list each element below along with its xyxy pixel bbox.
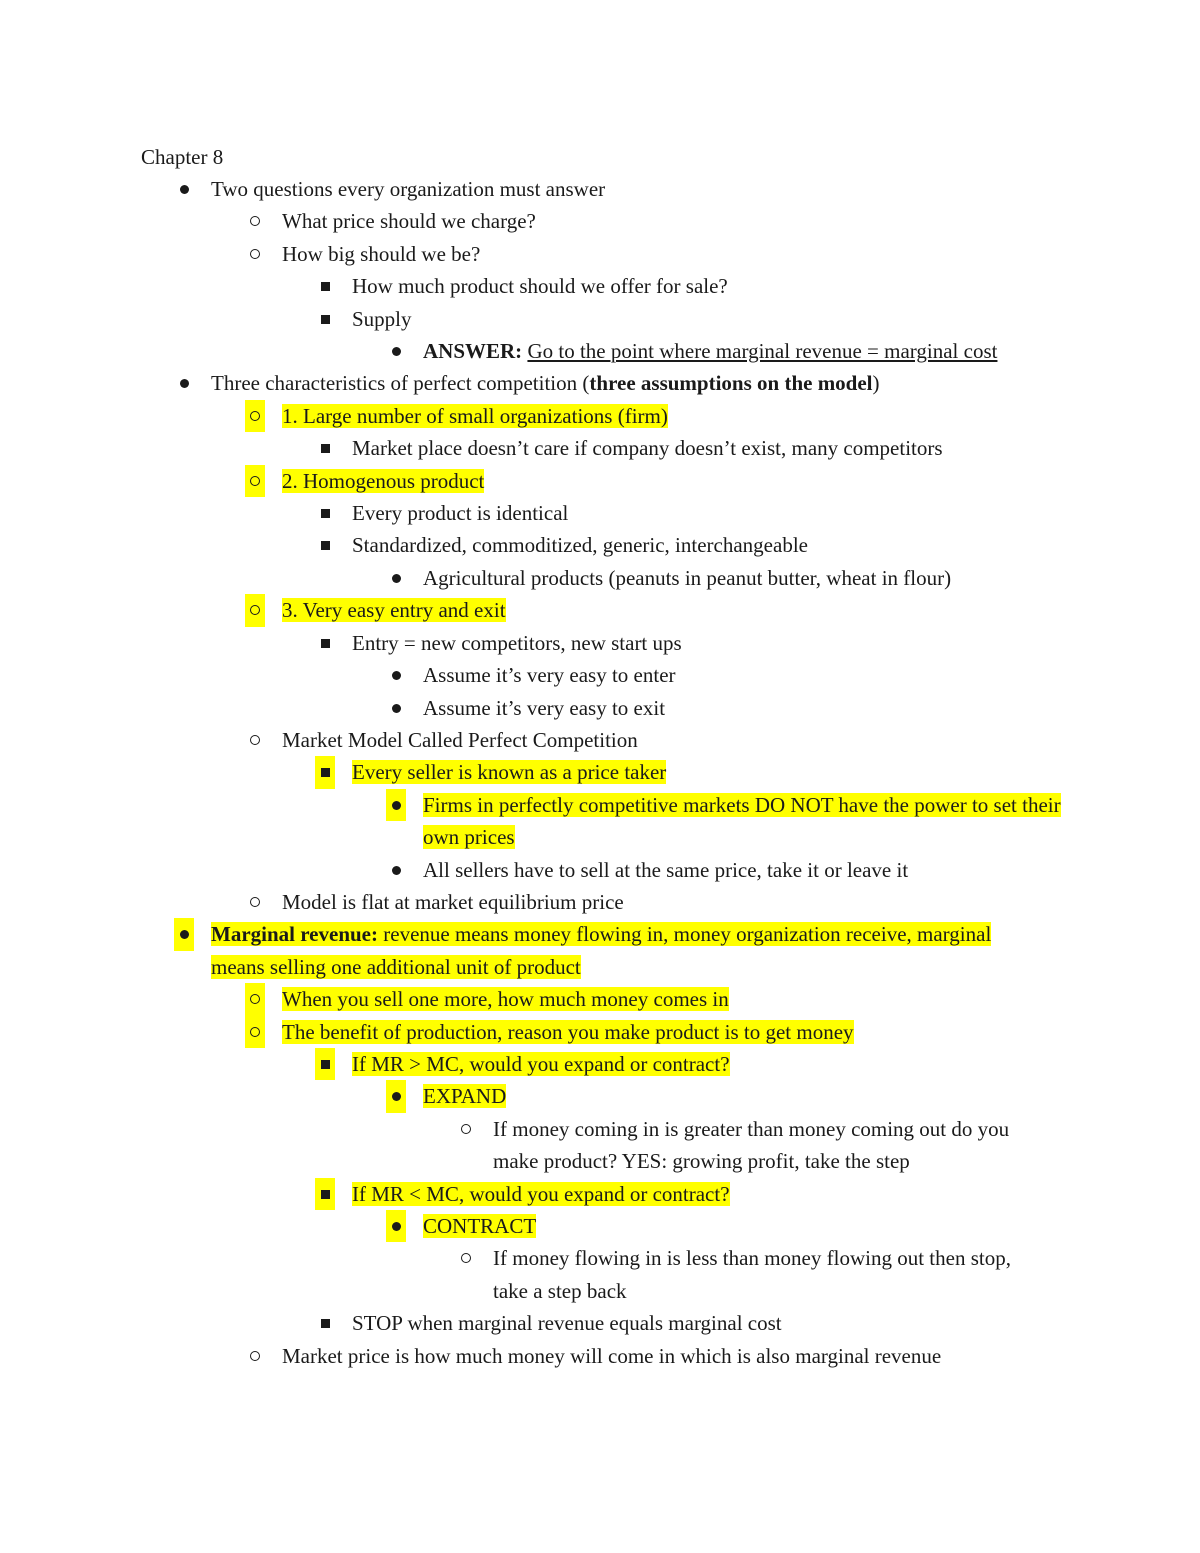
list-item-text — [282, 886, 1062, 918]
list-item — [0, 335, 1200, 367]
text-segment: Three characteristics of perfect competition ( — [211, 371, 590, 396]
text-segment: Two questions every organization must answer — [211, 177, 606, 201]
text-segment: Standardized, commoditized, generic, interchangeable — [352, 533, 808, 558]
text-segment: What price should we charge? — [282, 209, 536, 234]
circle-bullet-icon — [245, 205, 265, 237]
square-bullet-icon — [315, 756, 335, 788]
list-item-text — [352, 303, 1052, 335]
square-bullet-icon — [315, 627, 335, 659]
list-item-text — [282, 1340, 1062, 1372]
list-item-text — [282, 205, 1062, 237]
square-bullet-icon — [315, 529, 335, 561]
list-item-text — [211, 367, 1011, 399]
list-item — [0, 1178, 1200, 1210]
text-segment: CONTRACT — [423, 1214, 537, 1238]
disc-bullet-icon — [386, 335, 406, 367]
square-bullet-icon — [315, 1048, 335, 1080]
list-item — [0, 789, 1200, 854]
list-item-text — [282, 983, 1062, 1015]
list-item — [0, 594, 1200, 626]
text-segment: Assume it’s very easy to exit — [423, 695, 666, 720]
disc-bullet-icon — [386, 789, 406, 821]
text-segment: Firms in perfectly competitive markets DO NOT have the power to set their own prices — [423, 792, 1061, 850]
list-item-text — [211, 918, 1011, 983]
text-segment: The benefit of production, reason you make product is to get money — [282, 1019, 854, 1044]
circle-bullet-icon — [456, 1242, 476, 1274]
list-item — [0, 562, 1200, 594]
list-item-text — [352, 756, 1052, 788]
circle-bullet-icon — [245, 238, 265, 270]
text-segment: STOP when marginal revenue equals marginal cost — [352, 1311, 782, 1336]
text-segment: Agricultural products (peanuts in peanut butter, wheat in flour) — [423, 565, 952, 590]
disc-bullet-icon — [386, 692, 406, 724]
square-bullet-icon — [315, 270, 335, 302]
list-item — [0, 1210, 1200, 1242]
list-item-text — [282, 1016, 1062, 1048]
circle-bullet-icon — [245, 724, 265, 756]
disc-bullet-icon — [174, 173, 194, 205]
text-segment: Market place doesn’t care if company doesn’t exist, many competitors — [352, 436, 943, 461]
list-item — [0, 238, 1200, 270]
square-bullet-icon — [315, 1178, 335, 1210]
list-item — [0, 1016, 1200, 1048]
disc-bullet-icon — [386, 1080, 406, 1112]
text-segment: EXPAND — [423, 1084, 507, 1109]
list-item — [0, 1048, 1200, 1080]
list-item — [0, 918, 1200, 983]
circle-bullet-icon — [456, 1113, 476, 1145]
list-item-text — [423, 562, 1063, 594]
list-item — [0, 1340, 1200, 1372]
list-item — [0, 497, 1200, 529]
list-item — [0, 724, 1200, 756]
disc-bullet-icon — [386, 854, 406, 886]
list-item — [0, 627, 1200, 659]
text-segment: Market price is how much money will come in which is also marginal revenue — [282, 1343, 942, 1368]
circle-bullet-icon — [245, 465, 265, 497]
list-item-text — [423, 789, 1063, 854]
list-item-text — [423, 659, 1063, 691]
list-item — [0, 692, 1200, 724]
text-segment: When you sell one more, how much money comes in — [282, 987, 729, 1012]
list-item-text — [282, 400, 1062, 432]
list-item — [0, 465, 1200, 497]
list-item — [0, 659, 1200, 691]
list-item-text — [352, 270, 1052, 302]
text-segment: Assume it’s very easy to enter — [423, 663, 676, 688]
list-item-text — [423, 335, 1063, 367]
text-segment: If MR > MC, would you expand or contract? — [352, 1051, 730, 1076]
list-item — [0, 756, 1200, 788]
list-item — [0, 367, 1200, 399]
list-item — [0, 303, 1200, 335]
list-item — [0, 529, 1200, 561]
text-segment: Supply — [352, 306, 412, 331]
text-segment: 2. Homogenous product — [282, 468, 485, 493]
list-item-text — [211, 173, 1011, 205]
list-item — [0, 983, 1200, 1015]
text-segment: How much product should we offer for sale? — [352, 274, 728, 299]
list-item — [0, 1242, 1200, 1307]
list-item-text — [493, 1113, 1038, 1178]
text-segment: All sellers have to sell at the same price, take it or leave it — [423, 857, 909, 882]
square-bullet-icon — [315, 1307, 335, 1339]
circle-bullet-icon — [245, 594, 265, 626]
list-item — [0, 400, 1200, 432]
list-item-text — [423, 1210, 1063, 1242]
text-segment: 3. Very easy entry and exit — [282, 598, 506, 623]
text-segment: ANSWER: — [423, 339, 523, 364]
list-item-text — [423, 854, 1063, 886]
text-segment: Every product is identical — [352, 501, 569, 526]
text-segment: Marginal revenue: — [211, 922, 378, 947]
list-item-text — [282, 724, 1062, 756]
text-segment: three assumptions on the model — [589, 371, 873, 396]
list-item-text — [352, 1307, 1052, 1339]
text-segment: Go to the point where marginal revenue = marginal cost — [527, 339, 998, 364]
bullet-outline — [0, 173, 1200, 1372]
document-title: Chapter 8 — [141, 145, 224, 169]
text-segment: Model is flat at market equilibrium price — [282, 889, 624, 914]
text-segment: Market Model Called Perfect Competition — [282, 727, 638, 752]
text-segment: Entry = new competitors, new start ups — [352, 630, 682, 655]
list-item-text — [352, 1178, 1052, 1210]
text-segment: If money flowing in is less than money flowing out then stop, take a step back — [493, 1246, 1011, 1303]
text-segment: Every seller is known as a price taker — [352, 760, 667, 785]
list-item — [0, 1080, 1200, 1112]
list-item-text — [423, 692, 1063, 724]
list-item-text — [282, 238, 1062, 270]
text-segment: How big should we be? — [282, 241, 481, 266]
list-item — [0, 1307, 1200, 1339]
list-item-text — [352, 497, 1052, 529]
disc-bullet-icon — [386, 659, 406, 691]
list-item-text — [352, 627, 1052, 659]
list-item-text — [352, 1048, 1052, 1080]
list-item-text — [282, 594, 1062, 626]
circle-bullet-icon — [245, 1016, 265, 1048]
disc-bullet-icon — [386, 1210, 406, 1242]
list-item — [0, 1113, 1200, 1178]
text-segment: 1. Large number of small organizations (firm) — [282, 403, 668, 428]
list-item-text — [493, 1242, 1038, 1307]
text-segment: If MR < MC, would you expand or contract? — [352, 1181, 730, 1206]
circle-bullet-icon — [245, 400, 265, 432]
list-item — [0, 432, 1200, 464]
circle-bullet-icon — [245, 983, 265, 1015]
list-item — [0, 886, 1200, 918]
text-segment: ) — [872, 371, 880, 396]
circle-bullet-icon — [245, 886, 265, 918]
square-bullet-icon — [315, 303, 335, 335]
list-item-text — [423, 1080, 1063, 1112]
text-segment: revenue means money flowing in, money organization receive, marginal means selling one additional unit of product — [211, 922, 992, 979]
list-item-text — [282, 465, 1062, 497]
list-item — [0, 173, 1200, 205]
disc-bullet-icon — [174, 367, 194, 399]
disc-bullet-icon — [386, 562, 406, 594]
disc-bullet-icon — [174, 918, 194, 950]
list-item — [0, 205, 1200, 237]
list-item-text — [352, 432, 1052, 464]
square-bullet-icon — [315, 497, 335, 529]
square-bullet-icon — [315, 432, 335, 464]
list-item — [0, 270, 1200, 302]
circle-bullet-icon — [245, 1340, 265, 1372]
text-segment: If money coming in is greater than money coming out do you make product? YES: growing profit, take the step — [493, 1116, 1010, 1174]
list-item-text — [352, 529, 1052, 561]
list-item — [0, 854, 1200, 886]
